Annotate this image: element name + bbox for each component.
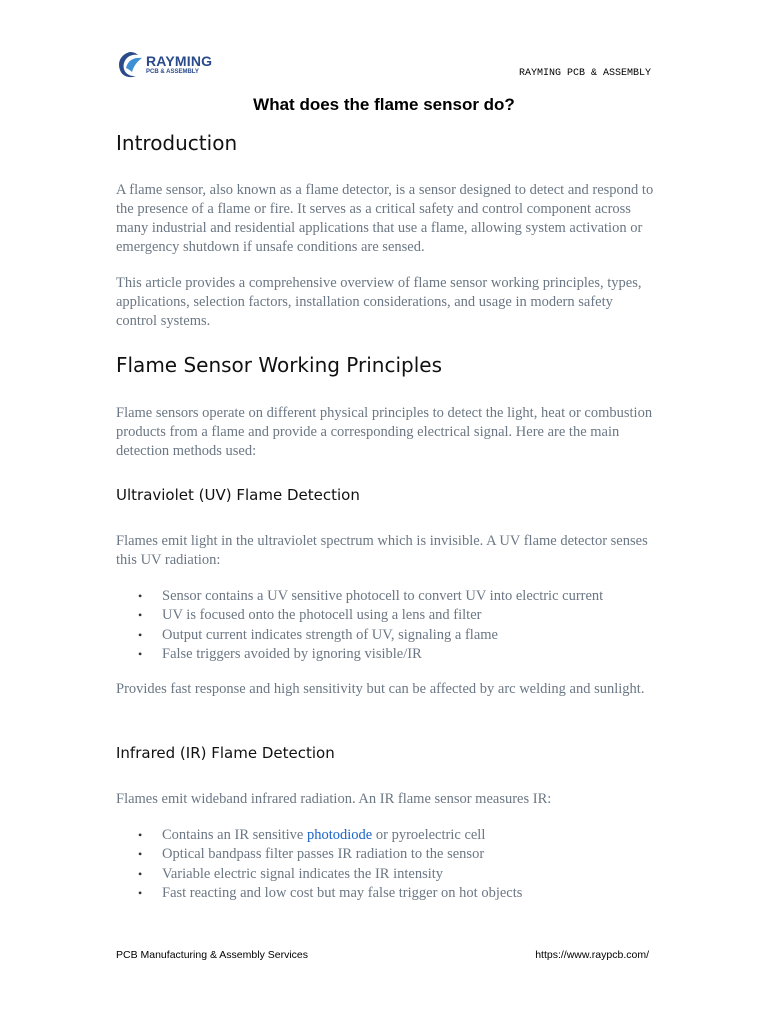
uv-paragraph-1: Flames emit light in the ultraviolet spectrum which is invisible. A UV flame detector senses this UV radiation: bbox=[116, 533, 648, 568]
heading-uv-detection: Ultraviolet (UV) Flame Detection bbox=[116, 486, 360, 504]
uv-paragraph-2: Provides fast response and high sensitivity but can be affected by arc welding and sunlight. bbox=[116, 681, 645, 697]
list-item: • Fast reacting and low cost but may false trigger on hot objects bbox=[116, 884, 676, 903]
logo-wordmark: RAYMING bbox=[146, 53, 213, 69]
company-logo bbox=[116, 50, 216, 80]
ir-paragraph-1: Flames emit wideband infrared radiation. An IR flame sensor measures IR: bbox=[116, 791, 552, 807]
principles-paragraph: Flame sensors operate on different physical principles to detect the light, heat or combustion products from a flame and provide a corresponding electrical signal. Here are the main detection methods used: bbox=[116, 405, 653, 459]
list-item: • False triggers avoided by ignoring visible/IR bbox=[116, 645, 676, 664]
heading-ir-detection: Infrared (IR) Flame Detection bbox=[116, 744, 335, 762]
intro-paragraph-1: A flame sensor, also known as a flame detector, is a sensor designed to detect and respond to the presence of a flame or fire. It serves as a critical safety and control component across many industrial and residential applications that use a flame, allowing system activation or emergency shutdown if unsafe conditions are sensed. bbox=[116, 182, 654, 255]
list-item: • Output current indicates strength of UV, signaling a flame bbox=[116, 626, 676, 645]
list-item: • UV is focused onto the photocell using a lens and filter bbox=[116, 606, 676, 625]
logo-subtext: PCB & ASSEMBLY bbox=[146, 69, 199, 75]
footer-services-text: PCB Manufacturing & Assembly Services bbox=[116, 949, 308, 961]
list-item: • Optical bandpass filter passes IR radiation to the sensor bbox=[116, 845, 676, 864]
heading-introduction: Introduction bbox=[116, 131, 238, 155]
photodiode-link[interactable]: photodiode bbox=[307, 827, 373, 843]
ir-bullet-list bbox=[116, 826, 676, 903]
document-title: What does the flame sensor do? bbox=[253, 95, 515, 114]
list-item bbox=[116, 826, 676, 845]
list-item: • Sensor contains a UV sensitive photocell to convert UV into electric current bbox=[116, 587, 676, 606]
uv-bullet-list bbox=[116, 587, 676, 664]
footer-website-url[interactable]: https://www.raypcb.com/ bbox=[535, 949, 649, 961]
list-item-text: Contains an IR sensitive bbox=[162, 827, 307, 843]
list-item: • Variable electric signal indicates the IR intensity bbox=[116, 865, 676, 884]
rayming-logo-icon bbox=[116, 50, 144, 80]
heading-working-principles: Flame Sensor Working Principles bbox=[116, 353, 442, 377]
intro-paragraph-2: This article provides a comprehensive overview of flame sensor working principles, types, applications, selection factors, installation considerations, and usage in modern safety control systems. bbox=[116, 275, 642, 329]
header-company-name: RAYMING PCB & ASSEMBLY bbox=[518, 68, 651, 79]
list-item-text: or pyroelectric cell bbox=[372, 827, 486, 843]
